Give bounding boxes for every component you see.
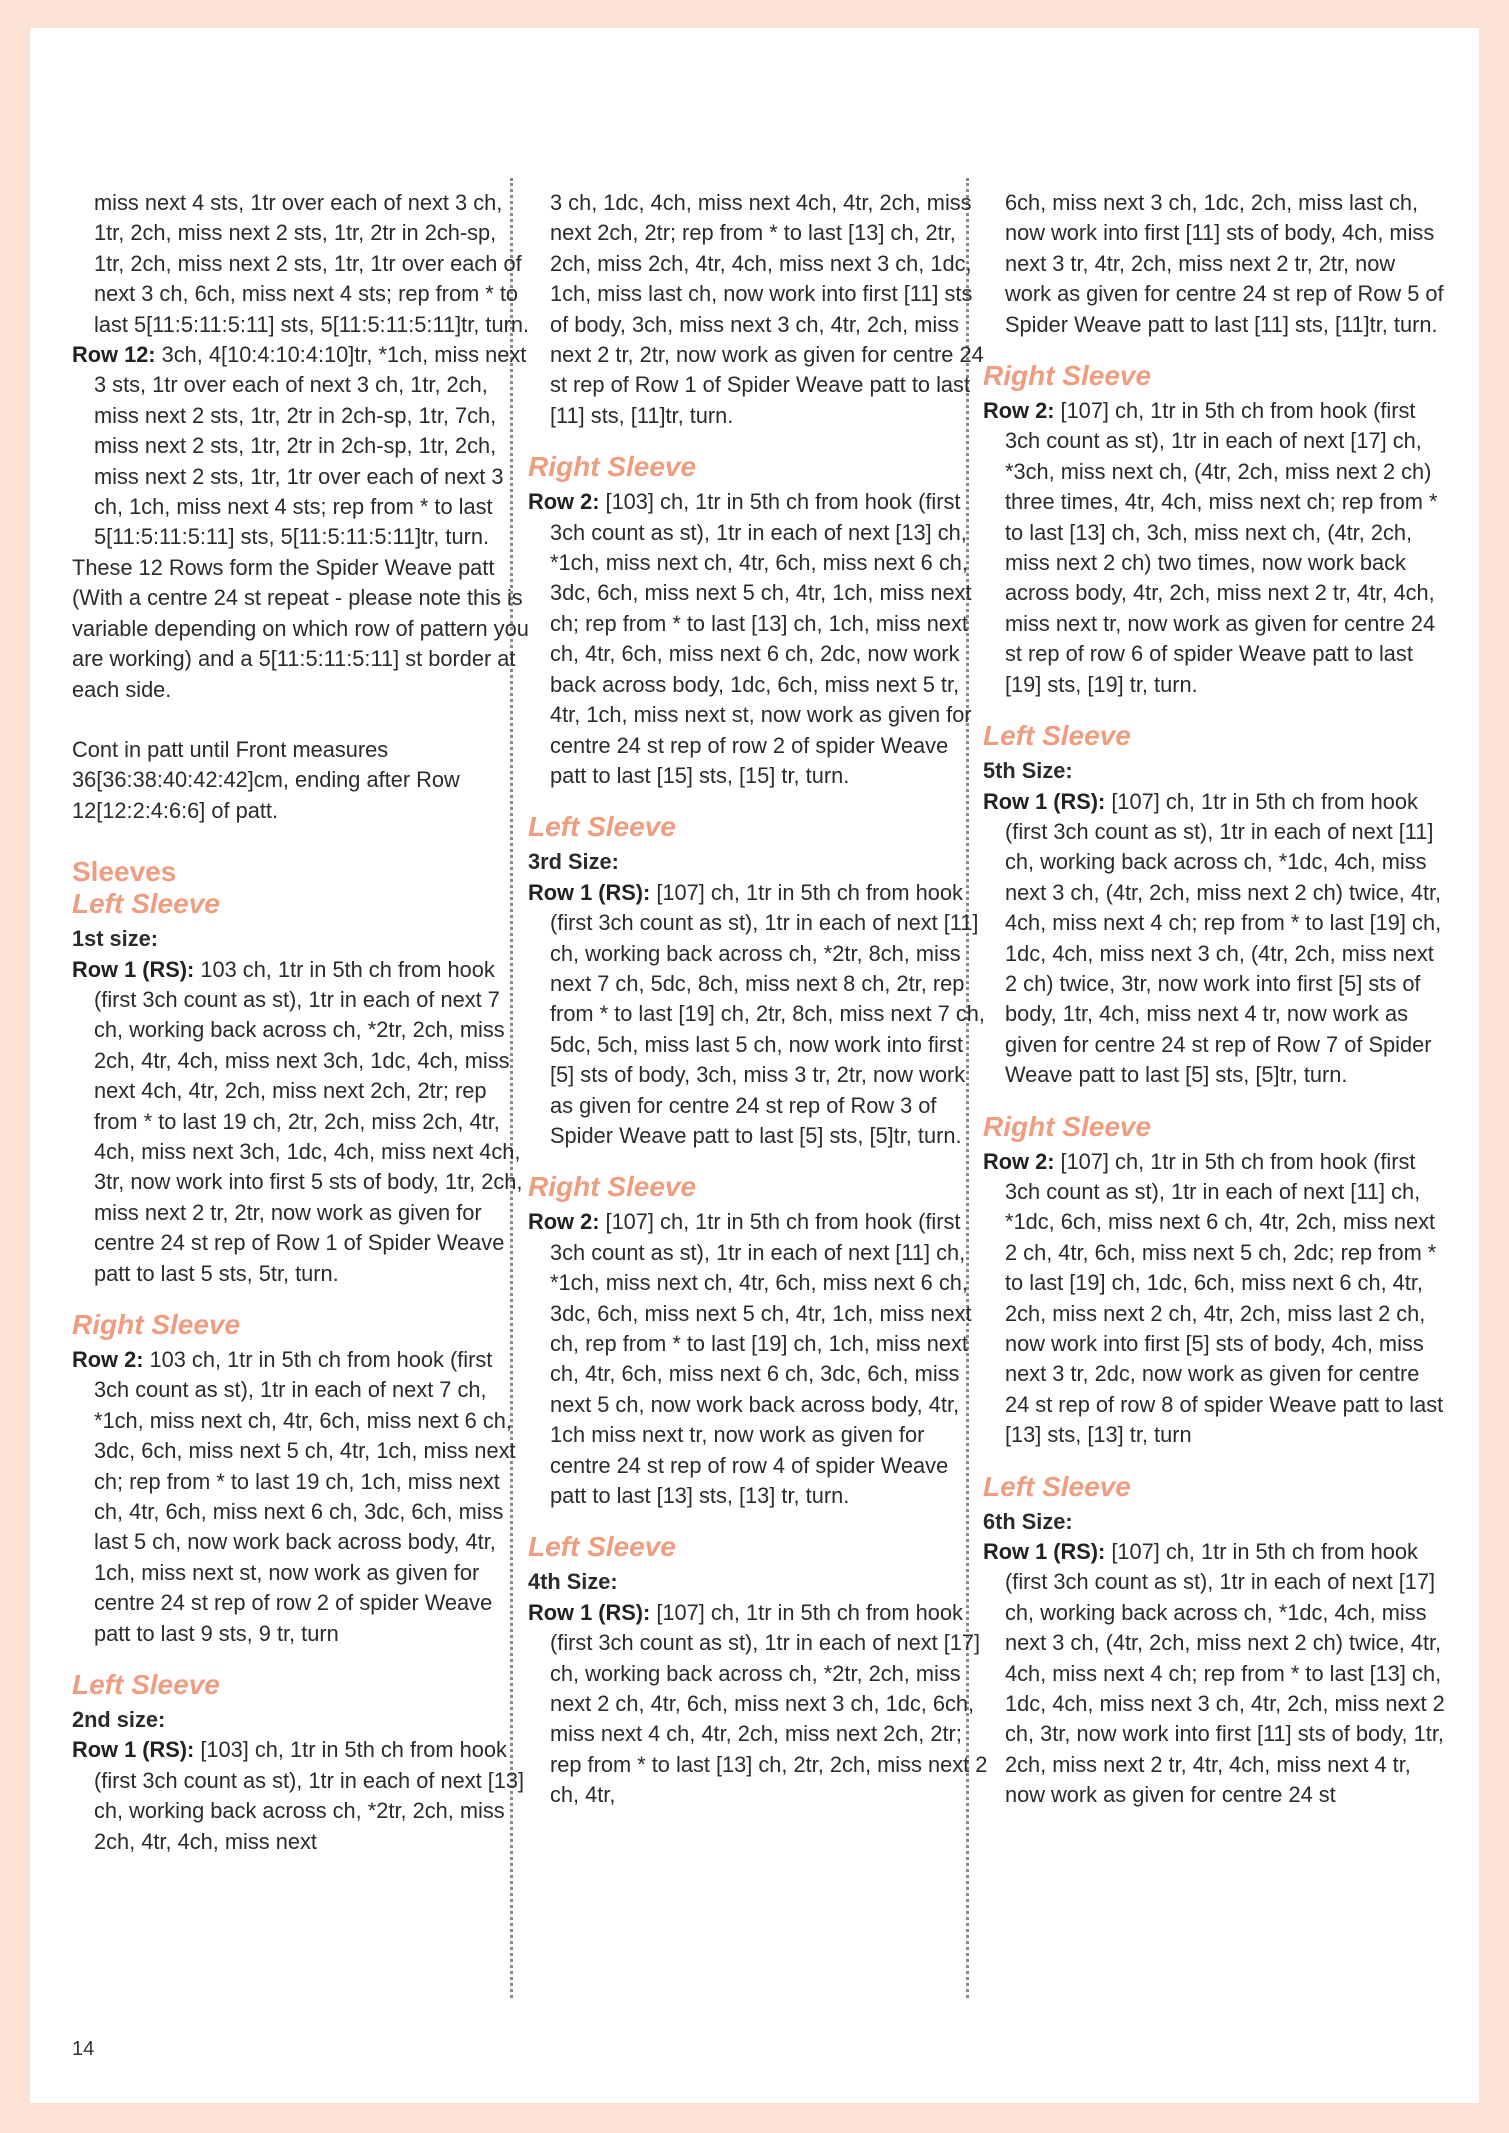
column-1 [72,188,532,1857]
page [30,28,1479,2103]
row-instruction [983,1537,1445,1811]
row-label: Row 2: [983,398,1055,424]
right-sleeve-heading: Right Sleeve [72,1309,241,1340]
left-sleeve-continued: 3 ch, 1dc, 4ch, miss next 4ch, 4tr, 2ch, miss next 2ch, 2tr; rep from * to last [13] ch, 2tr, 2ch, miss 2ch, 4tr, 4ch, miss next 3 ch, 1dc, 1ch, miss last ch, now work into first [11] sts of body, 3ch, miss next 3 ch, 4tr, 2ch, miss next 2 tr, 2tr, now work as given for centre 24 st rep of Row 1 of Spider Weave patt to last [11] sts, [11]tr, turn. [550,190,984,428]
row-label: Row 2: [72,1347,144,1372]
left-sleeve-heading: Left Sleeve [72,888,220,920]
row-label: Row 1 (RS): [528,1599,651,1625]
row-instruction [983,396,1445,700]
left-sleeve-heading: Left Sleeve [528,1531,676,1563]
row-label: Row 1 (RS): [983,1539,1106,1565]
row-text: 103 ch, 1tr in 5th ch from hook (first 3ch count as st), 1tr in each of next 7 ch, *1ch, miss next ch, 4tr, 6ch, miss next 6 ch, 3dc, 6ch, miss next 5 ch, 4tr, 1ch, miss next ch; rep from * to last 19 ch, 1ch, miss next ch, 4tr, 6ch, miss next 6 ch, 3dc, 6ch, miss last 5 ch, now work back across body, 4tr, 1ch, miss next st, now work as given for centre 24 st rep of row 2 of spider Weave patt to last 9 sts, 9 tr, turn [94,1347,516,1646]
row-label: Row 2: [983,1148,1055,1174]
row-label: Row 1 (RS): [528,879,651,905]
row-instruction [983,1147,1445,1451]
left-sleeve-heading: Left Sleeve [983,1470,1131,1502]
row-text: [107] ch, 1tr in 5th ch from hook (first 3ch count as st), 1tr in each of next [17] ch, working back across ch, *2tr, 2ch, miss next 2 ch, 4tr, 6ch, miss next 3 ch, 1dc, 6ch, miss next 4 ch, 4tr, 2ch, miss next 2ch, 2tr; rep from * to last [13] ch, 2tr, 2ch, miss next 2 ch, 4tr, [550,1599,988,1808]
right-sleeve-heading: Right Sleeve [983,1110,1152,1142]
size-label: 2nd size: [72,1707,166,1733]
size-label: 6th Size: [983,1508,1073,1534]
row-text: [107] ch, 1tr in 5th ch from hook (first 3ch count as st), 1tr in each of next [11] ch, *1dc, 6ch, miss next 6 ch, 4tr, 2ch, miss next 2 ch, 4tr, 6ch, miss next 5 ch, 2dc; rep from * to last [19] ch, 1dc, 6ch, miss next 6 ch, 4tr, 2ch, miss next 2 ch, 4tr, 2ch, miss last 2 ch, now work into first [5] sts of body, 4ch, miss next 3 tr, 2dc, now work as given for centre 24 st rep of row 8 of spider Weave patt to last [13] sts, [13] tr, turn [1005,1148,1444,1448]
row-text: [107] ch, 1tr in 5th ch from hook (first 3ch count as st), 1tr in each of next [11] ch, working back across ch, *2tr, 8ch, miss next 7 ch, 5dc, 8ch, miss next 8 ch, 2tr, rep from * to last [19] ch, 2tr, 8ch, miss next 7 ch, 5dc, 5ch, miss last 5 ch, now work into first [5] sts of body, 3ch, miss 3 tr, 2tr, now work as given for centre 24 st rep of Row 3 of Spider Weave patt to last [5] sts, [5]tr, turn. [550,879,985,1148]
row-label: Row 1 (RS): [72,956,195,982]
column-3 [983,188,1445,1811]
row-instruction [528,1207,988,1511]
size-label: 3rd Size: [528,849,619,875]
row-text: 3ch, 4[10:4:10:4:10]tr, *1ch, miss next 3 sts, 1tr over each of next 3 ch, 1tr, 2ch, miss next 2 sts, 1tr, 2tr in 2ch-sp, 1tr, 7ch, miss next 2 sts, 1tr, 2tr in 2ch-sp, 1tr, 2ch, miss next 2 sts, 1tr, 1tr over each of next 3 ch, 1ch, miss next 4 sts; rep from * to last 5[11:5:11:5:11] sts, 5[11:5:11:5:11]tr, turn. [94,342,527,550]
pattern-note: These 12 Rows form the Spider Weave patt (With a centre 24 st repeat - please note this is variable depending on which row of pattern you are working) and a 5[11:5:11:5:11] st border at each side. [72,554,529,702]
right-sleeve-heading: Right Sleeve [528,1171,697,1203]
continue-instruction: Cont in patt until Front measures 36[36:38:40:42:42]cm, ending after Row 12[12:2:4:6:6] of patt. [72,736,460,823]
size-label: 5th Size: [983,758,1073,784]
row-instruction [528,1598,988,1811]
left-sleeve-heading: Left Sleeve [983,720,1131,752]
row-label: Row 1 (RS): [72,1737,195,1763]
left-sleeve-continued: 6ch, miss next 3 ch, 1dc, 2ch, miss last ch, now work into first [11] sts of body, 4ch, miss next 3 tr, 4tr, 2ch, miss next 2 tr, 2tr, now work as given for centre 24 st rep of Row 5 of Spider Weave patt to last [11] sts, [11]tr, turn. [1005,190,1444,337]
right-sleeve-heading: Right Sleeve [528,451,697,483]
row-instruction [72,1345,532,1649]
row-label: Row 1 (RS): [983,788,1106,814]
page-number: 14 [72,2038,95,2060]
row-label: Row 2: [528,1209,600,1235]
left-sleeve-heading: Left Sleeve [528,811,676,843]
left-sleeve-heading: Left Sleeve [72,1669,220,1701]
row-instruction [528,487,988,791]
right-sleeve-heading: Right Sleeve [983,360,1152,392]
row-text: [107] ch, 1tr in 5th ch from hook (first 3ch count as st), 1tr in each of next [11] ch, working back across ch, *1dc, 4ch, miss next 3 ch, (4tr, 2ch, miss next 2 ch) twice, 4tr, 4ch, miss next 4 ch; rep from * to last [19] ch, 1dc, 4ch, miss next 3 ch, (4tr, 2ch, miss next 2 ch) twice, 3tr, now work into first [5] sts of body, 1tr, 4ch, miss next 4 tr, now work as given for centre 24 st rep of Row 7 of Spider Weave patt to last [5] sts, [5]tr, turn. [1005,788,1442,1088]
row-text: 103 ch, 1tr in 5th ch from hook (first 3ch count as st), 1tr in each of next 7 ch, working back across ch, *2tr, 2ch, miss 2ch, 4tr, 4ch, miss next 3ch, 1dc, 4ch, miss next 4ch, 4tr, 2ch, miss next 2ch, 2tr; rep from * to last 19 ch, 2tr, 2ch, miss 2ch, 4tr, 4ch, miss next 3ch, 1dc, 4ch, miss next 4ch, 3tr, now work into first 5 sts of body, 1tr, 2ch, miss next 2 tr, 2tr, now work as given for centre 24 st rep of Row 1 of Spider Weave patt to last 5 sts, 5tr, turn. [94,956,523,1286]
row-text: [107] ch, 1tr in 5th ch from hook (first 3ch count as st), 1tr in each of next [17] ch, working back across ch, *1dc, 4ch, miss next 3 ch, (4tr, 2ch, miss next 2 ch) twice, 4tr, 4ch, miss next 4 ch; rep from * to last [13] ch, 1dc, 4ch, miss next 3 ch, 4tr, 2ch, miss next 2 ch, 3tr, now work into first [11] sts of body, 1tr, 2ch, miss next 2 tr, 4tr, 4ch, miss next 4 tr, now work as given for centre 24 st [1005,1539,1445,1808]
row-label: Row 2: [528,489,600,515]
row-text: [107] ch, 1tr in 5th ch from hook (first 3ch count as st), 1tr in each of next [11] ch, *1ch, miss next ch, 4tr, 6ch, miss next 6 ch, 3dc, 6ch, miss next 5 ch, 4tr, 1ch, miss next ch, rep from * to last [19] ch, 1ch, miss next ch, 4tr, 6ch, miss next 6 ch, 3dc, 6ch, miss next 5 ch, now work back across body, 4tr, 1ch miss next tr, now work as given for centre 24 st rep of row 4 of spider Weave patt to last [13] sts, [13] tr, turn. [550,1209,972,1509]
row-text: [103] ch, 1tr in 5th ch from hook (first 3ch count as st), 1tr in each of next [13] ch, *1ch, miss next ch, 4tr, 6ch, miss next 6 ch, 3dc, 6ch, miss next 5 ch, 4tr, 1ch, miss next ch; rep from * to last [13] ch, 1ch, miss next ch, 4tr, 6ch, miss next 6 ch, 2dc, now work back across body, 1dc, 6ch, miss next 5 tr, 4tr, 1ch, miss next st, now work as given for centre 24 st rep of row 2 of spider Weave patt to last [15] sts, [15] tr, turn. [550,489,972,788]
sleeves-heading: Sleeves [72,856,177,888]
row12-instruction [72,340,532,553]
row-text: [107] ch, 1tr in 5th ch from hook (first 3ch count as st), 1tr in each of next [17] ch, *3ch, miss next ch, (4tr, 2ch, miss next 2 ch) three times, 4tr, 4ch, miss next ch; rep from * to last [13] ch, 3ch, miss next ch, (4tr, 2ch, miss next 2 ch) two times, now work back across body, 4tr, 2ch, miss next 2 tr, 4tr, 4ch, miss next tr, now work as given for centre 24 st rep of row 6 of spider Weave patt to last [19] sts, [19] tr, turn. [1005,398,1438,697]
row-label: Row 12: [72,342,156,368]
row-instruction [528,878,988,1152]
row11-continued: miss next 4 sts, 1tr over each of next 3 ch, 1tr, 2ch, miss next 2 sts, 1tr, 2tr in 2ch-sp, 1tr, 2ch, miss next 2 sts, 1tr, 1tr over each of next 3 ch, 6ch, miss next 4 sts; rep from * to last 5[11:5:11:5:11] sts, 5[11:5:11:5:11]tr, turn. [94,190,529,337]
row-instruction [72,1735,532,1857]
size-label: 1st size: [72,926,159,952]
size-label: 4th Size: [528,1569,618,1595]
column-2 [528,188,988,1811]
row-instruction [72,955,532,1289]
row-text: [103] ch, 1tr in 5th ch from hook (first 3ch count as st), 1tr in each of next [13] ch, working back across ch, *2tr, 2ch, miss 2ch, 4tr, 4ch, miss next [94,1737,525,1854]
row-instruction [983,787,1445,1091]
